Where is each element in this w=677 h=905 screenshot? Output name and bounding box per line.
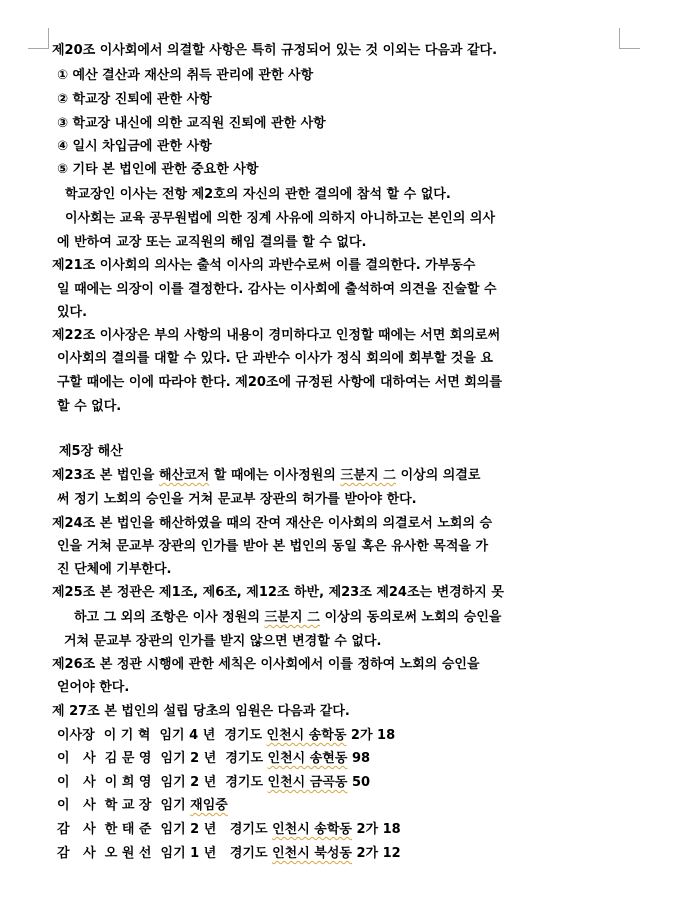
chapter-5-heading: 제5장 해산 — [59, 444, 123, 459]
article-25-line: 제25조 본 정관은 제1조, 제6조, 제12조 하반, 제23조 제24조는 변경하지 못 — [52, 585, 504, 600]
paragraph-line: 학교장인 이사는 전항 제2호의 자신의 관한 결의에 참석 할 수 없다. — [65, 187, 451, 202]
list-item-3: ③ 학교장 내신에 의한 교직원 진퇴에 관한 사항 — [57, 116, 326, 131]
officer-row: 이 사 김 문 영 임기 2 년 경기도 인천시 송현동 98 — [57, 751, 371, 766]
article-22-line: 제22조 이사장은 부의 사항의 내용이 경미하다고 인정할 때에는 서면 회의로써 — [52, 328, 501, 343]
paragraph-line: 할 수 없다. — [57, 399, 122, 414]
page-corner-mark-left — [28, 28, 49, 49]
list-item-4: ④ 일시 차입금에 관한 사항 — [57, 139, 212, 154]
paragraph-line: 써 정기 노회의 승인을 거쳐 문교부 장관의 허가를 받아야 한다. — [57, 492, 417, 507]
auditor-row: 감 사 한 태 준 임기 2 년 경기도 인천시 송학동 2가 18 — [57, 822, 401, 837]
article-24-line: 제24조 본 법인을 해산하였을 때의 잔여 재산은 이사회의 의결로서 노회의 승 — [52, 516, 493, 531]
article-26-line: 제26조 본 정관 시행에 관한 세칙은 이사회에서 이를 정하여 노회의 승인을 — [52, 657, 480, 672]
auditor-row: 감 사 오 원 선 임기 1 년 경기도 인천시 북성동 2가 12 — [57, 846, 401, 861]
officer-row: 이 사 이 희 영 임기 2 년 경기도 인천시 금곡동 50 — [57, 775, 371, 790]
paragraph-line: 있다. — [57, 305, 88, 320]
list-item-1: ① 예산 결산과 재산의 취득 관리에 관한 사항 — [57, 68, 314, 83]
article-27-line: 제 27조 본 법인의 설립 당초의 임원은 다음과 같다. — [52, 704, 350, 719]
paragraph-line: 거쳐 문교부 장관의 인가를 받지 않으면 변경할 수 없다. — [64, 634, 382, 649]
paragraph-line: 구할 때에는 이에 따라야 한다. 제20조에 규정된 사항에 대하여는 서면 회의를 — [57, 375, 503, 390]
page-corner-mark-right — [619, 28, 640, 49]
paragraph-line: 이사회의 결의를 대할 수 있다. 단 과반수 이사가 정식 회의에 회부할 것을 요 — [57, 351, 493, 366]
paragraph-line: 얻어야 한다. — [57, 680, 130, 695]
paragraph-line: 인을 거쳐 문교부 장관의 인가를 받아 본 법인의 동일 혹은 유사한 목적을 가 — [57, 539, 489, 554]
officer-row: 이사장 이 기 혁 임기 4 년 경기도 인천시 송학동 2가 18 — [57, 728, 396, 743]
paragraph-line: 에 반하여 교장 또는 교직원의 해임 결의를 할 수 없다. — [57, 235, 367, 250]
paragraph-line: 진 단체에 기부한다. — [57, 562, 172, 577]
article-21-line: 제21조 이사회의 의사는 출석 이사의 과반수로써 이를 결의한다. 가부동수 — [52, 258, 476, 273]
list-item-2: ② 학교장 진퇴에 관한 사항 — [57, 92, 212, 107]
paragraph-line: 이사회는 교육 공무원법에 의한 징계 사유에 의하지 아니하고는 본인의 의사 — [65, 211, 496, 226]
article-20-heading: 제20조 이사회에서 의결할 사항은 특히 규정되어 있는 것 이외는 다음과 같다. — [52, 43, 498, 58]
list-item-5: ⑤ 기타 본 법인에 관한 중요한 사항 — [57, 162, 259, 177]
paragraph-line: 하고 그 외의 조항은 이사 정원의 三분지 二 이상의 동의로써 노회의 승인을 — [74, 610, 502, 625]
officer-row: 이 사 학 교 장 임기 재임중 — [57, 798, 228, 813]
paragraph-line: 일 때에는 의장이 이를 결정한다. 감사는 이사회에 출석하여 의견을 진술할 수 — [57, 282, 497, 297]
article-23-line: 제23조 본 법인을 해산코저 할 때에는 이사정원의 三분지 二 이상의 의결로 — [52, 468, 481, 483]
